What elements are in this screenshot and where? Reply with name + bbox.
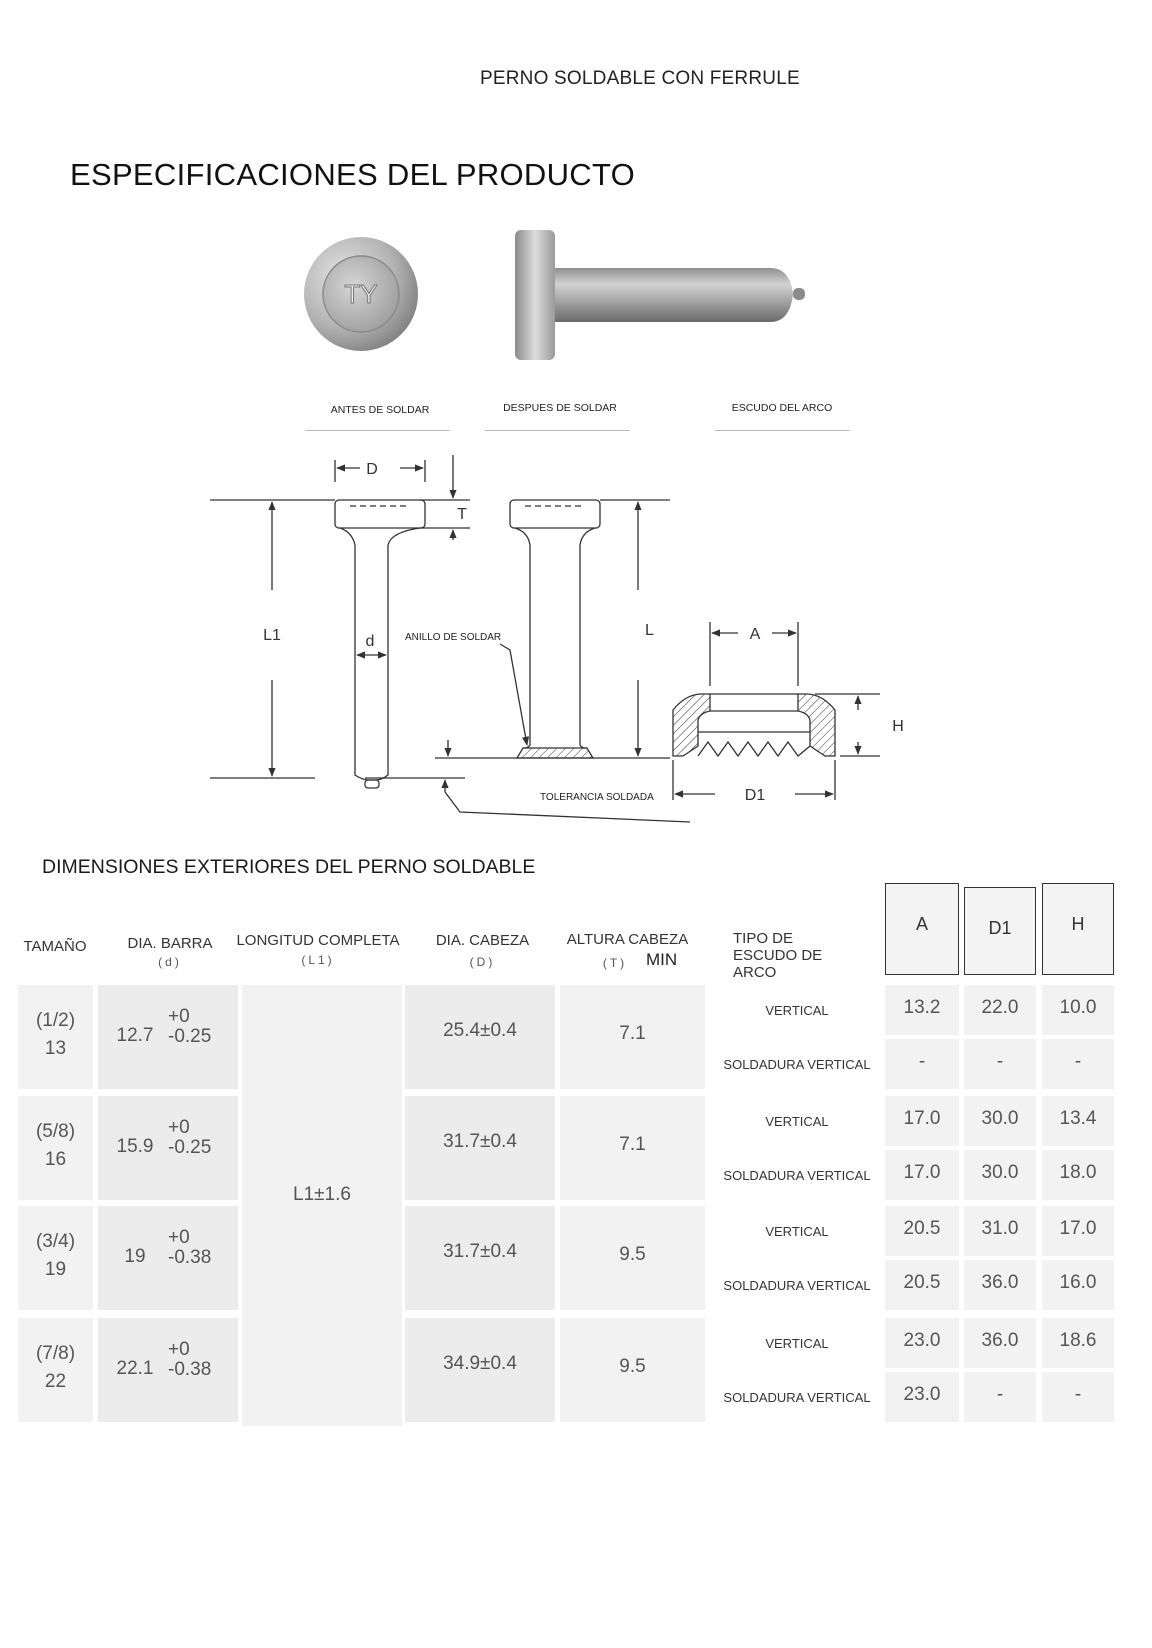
size-mm: 22 bbox=[44, 1371, 67, 1392]
shield-H-value: 17.0 bbox=[1059, 1218, 1097, 1239]
size-inch: (5/8) bbox=[35, 1121, 76, 1142]
shield-type: VERTICAL bbox=[765, 1003, 829, 1018]
head-dia-value: 31.7±0.4 bbox=[443, 1131, 517, 1152]
shield-type: VERTICAL bbox=[765, 1336, 829, 1351]
stud-side-view-photo bbox=[515, 230, 825, 360]
header-head-dia: DIA. CABEZA bbox=[435, 932, 530, 949]
bar-dia-tol-minus: -0.25 bbox=[168, 1137, 212, 1158]
head-dia-value: 25.4±0.4 bbox=[443, 1020, 517, 1041]
header-bar-dia-sub: (d) bbox=[158, 955, 182, 969]
shield-D1-value: 30.0 bbox=[981, 1162, 1019, 1183]
size-mm: 19 bbox=[44, 1259, 67, 1280]
header-bar-dia: DIA. BARRA bbox=[127, 935, 213, 952]
shield-D1-value: 36.0 bbox=[981, 1272, 1019, 1293]
shield-D1-value: 30.0 bbox=[981, 1108, 1019, 1129]
size-cell-bg bbox=[18, 1096, 93, 1200]
shield-D1-value: 22.0 bbox=[981, 997, 1019, 1018]
head-dia-value: 34.9±0.4 bbox=[443, 1353, 517, 1374]
length-value: L1±1.6 bbox=[293, 1184, 351, 1205]
bar-dia-tol-plus: +0 bbox=[168, 1227, 190, 1248]
bar-dia-tol-minus: -0.25 bbox=[168, 1026, 212, 1047]
shield-A-value: 17.0 bbox=[903, 1108, 941, 1129]
bar-dia-tol-plus: +0 bbox=[168, 1117, 190, 1138]
head-height-value: 7.1 bbox=[619, 1023, 646, 1044]
label-D1: D1 bbox=[744, 787, 766, 804]
shield-A-value: 17.0 bbox=[903, 1162, 941, 1183]
shield-A-value: 13.2 bbox=[903, 997, 941, 1018]
head-height-value: 9.5 bbox=[619, 1356, 646, 1377]
bar-dia-nominal: 19 bbox=[124, 1246, 146, 1267]
stud-head-outline bbox=[335, 500, 425, 528]
caption-after-weld: DESPUES DE SOLDAR bbox=[503, 402, 617, 414]
shield-D1-value: 31.0 bbox=[981, 1218, 1019, 1239]
shield-H-value: 13.4 bbox=[1059, 1108, 1097, 1129]
size-cell-bg bbox=[18, 1318, 93, 1422]
bar-dia-nominal: 12.7 bbox=[116, 1025, 154, 1046]
header-head-height-sub: (T) bbox=[602, 956, 628, 970]
shield-type: SOLDADURA VERTICAL bbox=[723, 1168, 871, 1183]
label-weld-tolerance: TOLERANCIA SOLDADA bbox=[540, 792, 654, 803]
section-title-specifications: ESPECIFICACIONES DEL PRODUCTO bbox=[70, 157, 636, 192]
header-D1: D1 bbox=[964, 887, 1036, 975]
stud-top-view-photo bbox=[302, 235, 420, 353]
shield-A-value: 20.5 bbox=[903, 1218, 941, 1239]
size-mm: 16 bbox=[44, 1149, 67, 1170]
head-height-value: 9.5 bbox=[619, 1244, 646, 1265]
shield-type: SOLDADURA VERTICAL bbox=[723, 1390, 871, 1405]
shield-H-value: 18.6 bbox=[1059, 1330, 1097, 1351]
header-head-height: ALTURA CABEZA bbox=[566, 931, 689, 948]
label-L: L bbox=[645, 622, 654, 639]
size-cell-bg bbox=[18, 985, 93, 1089]
bar-dia-nominal: 15.9 bbox=[116, 1136, 154, 1157]
bar-dia-tol-minus: -0.38 bbox=[168, 1359, 212, 1380]
bar-dia-tol-plus: +0 bbox=[168, 1339, 190, 1360]
label-D: D bbox=[366, 461, 378, 478]
head-height-value: 7.1 bbox=[619, 1134, 646, 1155]
size-inch: (7/8) bbox=[35, 1343, 76, 1364]
caption-arc-shield: ESCUDO DEL ARCO bbox=[731, 402, 833, 414]
label-weld-ring: ANILLO DE SOLDAR bbox=[405, 632, 502, 643]
label-L1: L1 bbox=[263, 627, 281, 644]
bar-dia-nominal: 22.1 bbox=[116, 1358, 154, 1379]
document-title: PERNO SOLDABLE CON FERRULE bbox=[480, 68, 800, 89]
shield-D1-value: 36.0 bbox=[981, 1330, 1019, 1351]
shield-D1-value: - bbox=[996, 1384, 1004, 1405]
header-H: H bbox=[1042, 883, 1114, 975]
shield-A-value: 23.0 bbox=[903, 1330, 941, 1351]
caption-underline bbox=[715, 430, 850, 431]
shield-A-value: - bbox=[918, 1051, 926, 1072]
shield-D1-value: - bbox=[996, 1051, 1004, 1072]
header-shield-type: TIPO DE ESCUDO DE ARCO bbox=[733, 930, 823, 981]
header-length-sub: (L1) bbox=[301, 953, 335, 967]
header-size: TAMAÑO bbox=[23, 938, 87, 955]
header-length: LONGITUD COMPLETA bbox=[236, 932, 400, 949]
label-H: H bbox=[892, 718, 904, 735]
shield-A-value: 20.5 bbox=[903, 1272, 941, 1293]
size-mm: 13 bbox=[44, 1038, 67, 1059]
bar-dia-tol-plus: +0 bbox=[168, 1006, 190, 1027]
shield-type: SOLDADURA VERTICAL bbox=[723, 1278, 871, 1293]
label-T: T bbox=[457, 506, 467, 523]
label-d: d bbox=[365, 633, 375, 650]
label-A: A bbox=[749, 626, 761, 643]
shield-H-value: 16.0 bbox=[1059, 1272, 1097, 1293]
size-cell-bg bbox=[18, 1206, 93, 1310]
size-inch: (3/4) bbox=[35, 1231, 76, 1252]
shield-A-value: 23.0 bbox=[903, 1384, 941, 1405]
technical-drawing bbox=[210, 450, 930, 830]
caption-underline bbox=[485, 430, 630, 431]
shield-H-value: 18.0 bbox=[1059, 1162, 1097, 1183]
header-head-height-min: MIN bbox=[646, 950, 678, 969]
shield-H-value: 10.0 bbox=[1059, 997, 1097, 1018]
head-dia-value: 31.7±0.4 bbox=[443, 1241, 517, 1262]
shield-type: SOLDADURA VERTICAL bbox=[723, 1057, 871, 1072]
bar-dia-tol-minus: -0.38 bbox=[168, 1247, 212, 1268]
shield-type: VERTICAL bbox=[765, 1224, 829, 1239]
caption-before-weld: ANTES DE SOLDAR bbox=[330, 404, 430, 416]
header-head-dia-sub: (D) bbox=[469, 955, 496, 969]
shield-type: VERTICAL bbox=[765, 1114, 829, 1129]
section-title-dimensions: DIMENSIONES EXTERIORES DEL PERNO SOLDABLE bbox=[42, 856, 536, 878]
shield-H-value: - bbox=[1074, 1384, 1082, 1405]
shield-H-value: - bbox=[1074, 1051, 1082, 1072]
size-inch: (1/2) bbox=[35, 1010, 76, 1031]
stamp-text: TY bbox=[344, 279, 378, 309]
header-A: A bbox=[885, 883, 959, 975]
caption-underline bbox=[305, 430, 450, 431]
